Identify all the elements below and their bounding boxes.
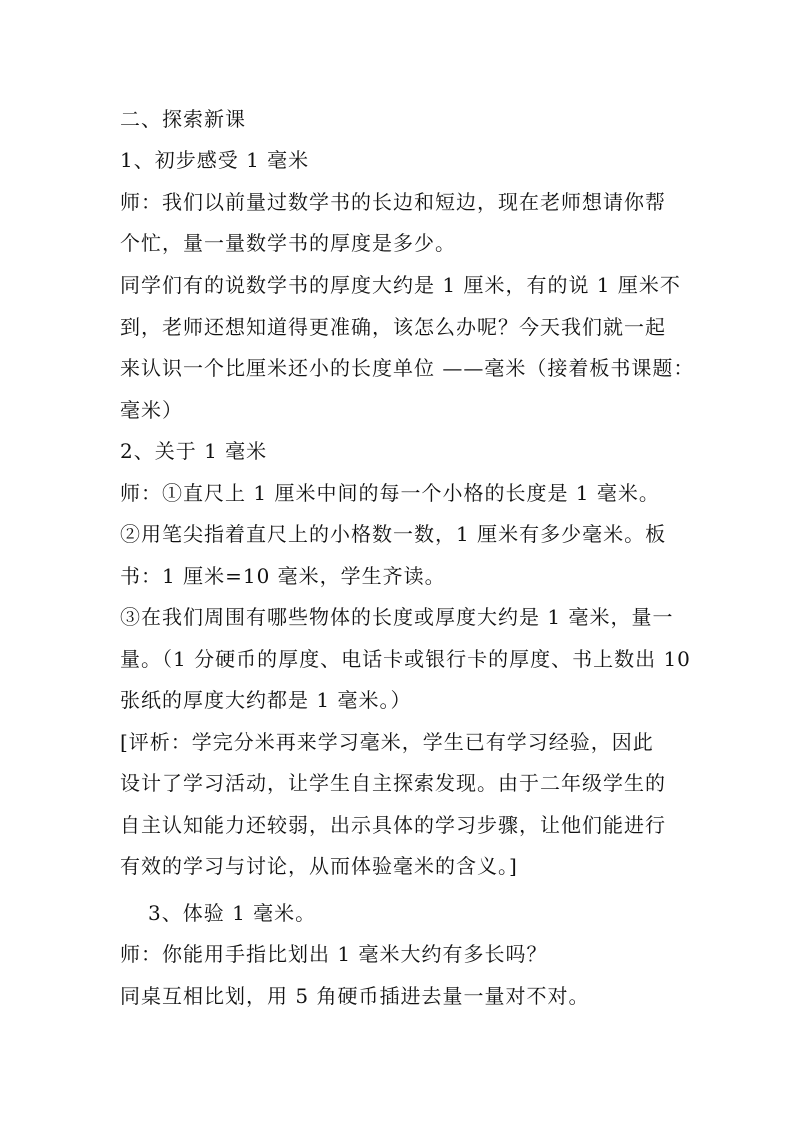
commentary-line: [评析：学完分米再来学习毫米，学生已有学习经验，因此 <box>120 730 654 754</box>
paragraph-line: 张纸的厚度大约都是 1 毫米。） <box>120 688 412 712</box>
paragraph-line: 来认识一个比厘米还小的长度单位 ——毫米（接着板书课题： <box>120 356 695 380</box>
paragraph-line: ②用笔尖指着直尺上的小格数一数，1 厘米有多少毫米。板 <box>120 522 667 546</box>
paragraph-line: 同学们有的说数学书的厚度大约是 1 厘米，有的说 1 厘米不 <box>120 273 681 297</box>
paragraph-line: 量。（1 分硬币的厚度、电话卡或银行卡的厚度、书上数出 10 <box>120 647 691 671</box>
section-heading: 二、探索新课 <box>120 107 246 131</box>
commentary-line: 有效的学习与讨论，从而体验毫米的含义。] <box>120 854 518 878</box>
paragraph-line: ③在我们周围有哪些物体的长度或厚度大约是 1 毫米，量一 <box>120 605 674 629</box>
subsection-heading: 1、初步感受 1 毫米 <box>120 148 310 172</box>
subsection-heading: 2、关于 1 毫米 <box>120 439 268 463</box>
paragraph-line: 书：1 厘米=10 毫米，学生齐读。 <box>120 564 446 588</box>
paragraph-line: 师：①直尺上 1 厘米中间的每一个小格的长度是 1 毫米。 <box>120 481 660 505</box>
paragraph-line: 师：我们以前量过数学书的长边和短边，现在老师想请你帮 <box>120 190 666 214</box>
commentary-line: 设计了学习活动，让学生自主探索发现。由于二年级学生的 <box>120 771 666 795</box>
paragraph-line: 到，老师还想知道得更准确，该怎么办呢？今天我们就一起 <box>120 315 666 339</box>
commentary-line: 自主认知能力还较弱，出示具体的学习步骤，让他们能进行 <box>120 813 666 837</box>
paragraph-line: 师：你能用手指比划出 1 毫米大约有多长吗？ <box>120 942 548 966</box>
paragraph-line: 个忙，量一量数学书的厚度是多少。 <box>120 231 456 255</box>
paragraph-line: 同桌互相比划，用 5 角硬币插进去量一量对不对。 <box>120 984 590 1008</box>
paragraph-line: 毫米） <box>120 398 183 422</box>
subsection-heading: 3、体验 1 毫米。 <box>148 901 317 925</box>
